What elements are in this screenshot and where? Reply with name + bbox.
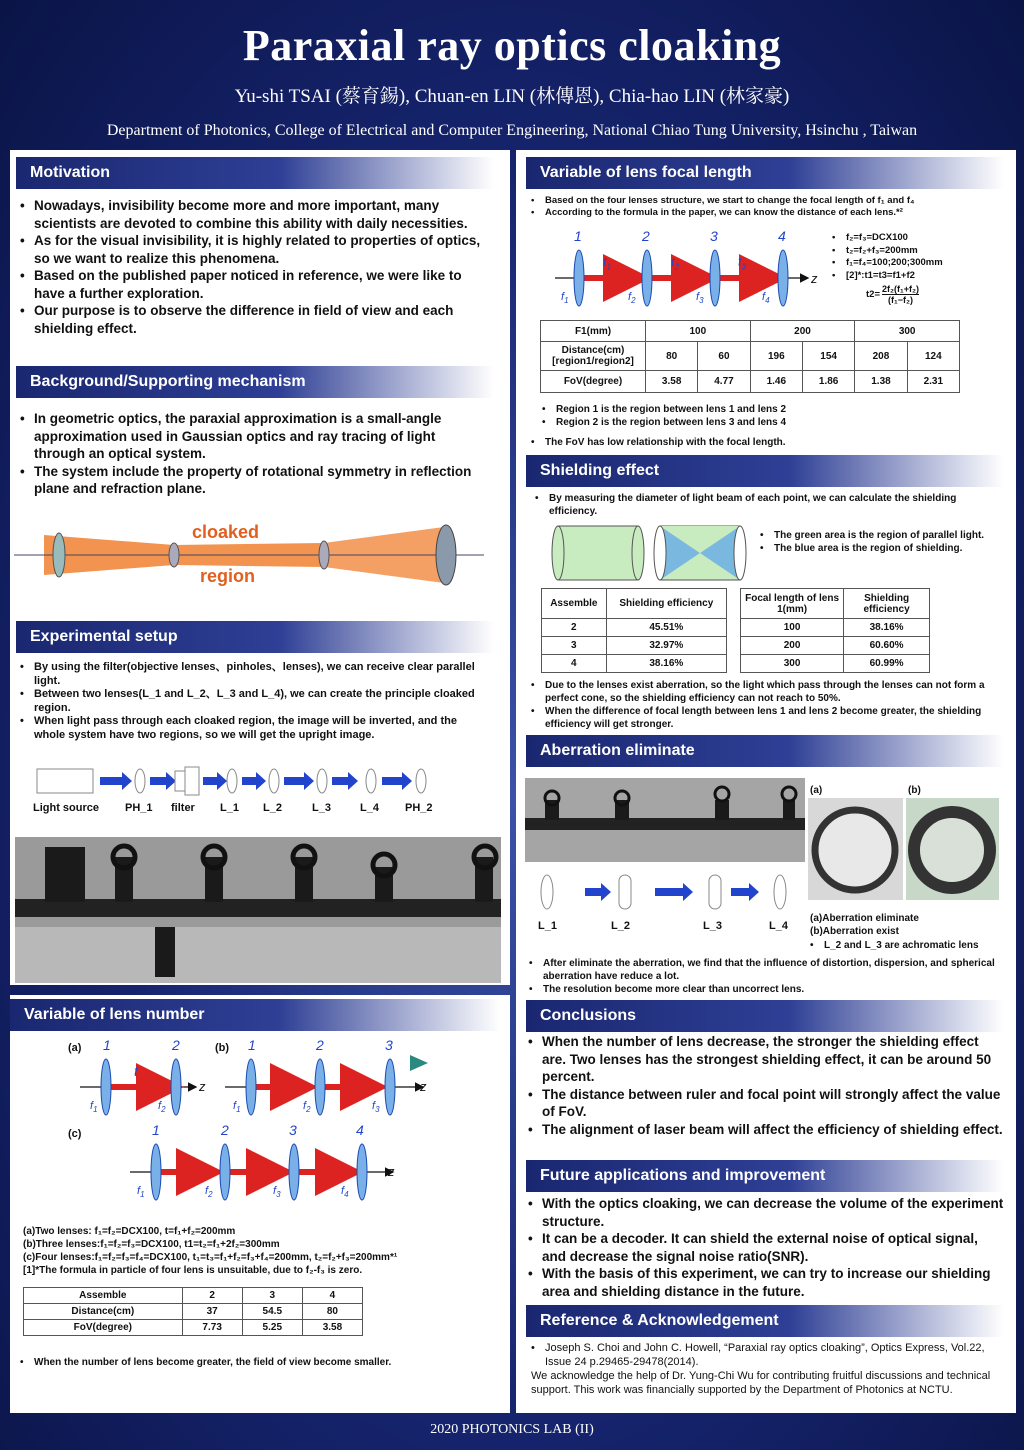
table-cell: 2 [182, 1288, 242, 1304]
lens-num: 3 [289, 1122, 297, 1138]
list-item: • The alignment of laser beam will affect the efficiency of shielding effect. [528, 1121, 1004, 1139]
f-label: $f_1$ [90, 1100, 98, 1115]
table-cell: 2.31 [907, 371, 959, 393]
reference-item: • Joseph S. Choi and John C. Howell, “Paraxial ray optics cloaking”, Optics Express, Vol.22, Issue 24 p.29465-29478(2014). [531, 1342, 1001, 1369]
focal-table [540, 320, 960, 393]
table-cell: 3 [242, 1288, 302, 1304]
table-cell: 1.46 [750, 371, 802, 393]
setup-label: L_2 [263, 802, 282, 814]
focal-list [531, 195, 1001, 219]
footer: 2020 PHOTONICS LAB (II) [430, 1422, 594, 1437]
table-cell: 54.5 [242, 1304, 302, 1320]
setup-label: PH_1 [125, 802, 153, 814]
focal-note [531, 436, 991, 449]
ref-heading: Reference & Acknowledgement [526, 1305, 1004, 1337]
focal-spec [832, 232, 1002, 282]
list-item: • Due to the lenses exist aberration, so the light which pass through the lenses can not form a perfect cone, so the shielding efficiency can not reach to 50%. [531, 679, 1001, 705]
label-b: (b) [908, 785, 921, 796]
table-cell: 3.58 [302, 1320, 362, 1336]
table-cell: 300 [741, 655, 844, 673]
formula-den: (f₁−f₂) [888, 295, 913, 305]
table-cell: Focal length of lens 1(mm) [741, 589, 844, 619]
poster-title: Paraxial ray optics cloaking [242, 21, 782, 70]
f-label: $f_1$ [137, 1185, 145, 1200]
table-cell: 60 [698, 342, 750, 371]
lens-num: 1 [152, 1122, 160, 1138]
z-label: z [811, 271, 818, 286]
table-cell: Assemble [24, 1288, 183, 1304]
label-c: (c) [68, 1128, 82, 1140]
table-cell: Distance(cm) [region1/region2] [541, 342, 646, 371]
table-cell: Shielding efficiency [844, 589, 930, 619]
list-item: • The resolution become more clear than uncorrect lens. [529, 983, 999, 996]
acknowledgement: We acknowledge the help of Dr. Yung-Chi Wu for contributing fruitful discussions and technical support. This work was financially supported by the Department of Photonics at NCTU. [531, 1370, 991, 1396]
conclusions-heading: Conclusions [526, 1000, 1004, 1032]
aberr-caption-a: (a)Aberration eliminate [810, 913, 919, 924]
aberr-notes [529, 957, 999, 996]
lens-label: L_4 [769, 920, 788, 932]
table-cell: 1.38 [855, 371, 907, 393]
table-cell: 45.51% [606, 619, 726, 637]
list-item: • L_2 and L_3 are achromatic lens [810, 939, 1010, 952]
table-cell: 4.77 [698, 371, 750, 393]
table-cell: Distance(cm) [24, 1304, 183, 1320]
focal-heading: Variable of lens focal length [526, 157, 1004, 189]
f-label: $f_4$ [762, 291, 770, 306]
table-cell: 80 [302, 1304, 362, 1320]
t-label: $t_3$ [738, 254, 747, 272]
shield-notes [531, 679, 1001, 731]
list-item: • The blue area is the region of shielding. [760, 542, 1010, 555]
t-label: $t_2$ [671, 254, 680, 272]
list-item: • The green area is the region of parallel light. [760, 529, 1010, 542]
list-item: • When light pass through each cloaked region, the image will be inverted, and the whole system have two regions, so we will get the upright image. [20, 715, 490, 742]
note-line: (a)Two lenses: f₁=f₂=DCX100, t=f₁+f₂=200mm [23, 1226, 236, 1237]
list-item: • The distance between ruler and focal point will strongly affect the value of FoV. [528, 1086, 1004, 1121]
table-cell: 5.25 [242, 1320, 302, 1336]
background-heading: Background/Supporting mechanism [16, 366, 494, 398]
lensnum-notes [23, 1225, 493, 1277]
list-item: • According to the formula in the paper, we can know the distance of each lens.*² [531, 207, 1001, 219]
table-cell: 32.97% [606, 637, 726, 655]
list-item: • Based on the published paper noticed in reference, we were like to have a further exploration. [20, 267, 490, 302]
aberr-image-b [906, 798, 999, 900]
table-cell: 38.16% [844, 619, 930, 637]
list-item: • When the number of lens become greater, the field of view become smaller. [20, 1356, 490, 1369]
table-cell: 80 [646, 342, 698, 371]
list-item: • By measuring the diameter of light beam of each point, we can calculate the shielding efficiency. [535, 492, 985, 518]
list-item: • With the optics cloaking, we can decrease the volume of the experiment structure. [528, 1195, 1004, 1230]
table-cell: 37 [182, 1304, 242, 1320]
lens-label: L_1 [538, 920, 557, 932]
aberr-image-a [808, 798, 903, 900]
table-cell: 3 [542, 637, 607, 655]
table-cell: 100 [741, 619, 844, 637]
table-cell: 60.99% [844, 655, 930, 673]
lensnum-table [23, 1287, 363, 1336]
list-item: • Between two lenses(L_1 and L_2、L_3 and L_4), we can create the principle cloaked region. [20, 688, 490, 715]
list-item: • After eliminate the aberration, we find that the influence of distortion, dispersion, and spherical aberration have reduce a lot. [529, 957, 999, 983]
list-item: • [2]*:t1=t3=f1+f2 [832, 270, 1002, 283]
table-cell: 3.58 [646, 371, 698, 393]
note-line: (c)Four lenses:f₁=f₂=f₃=f₄=DCX100, t₁=t₃=f₁+f₂=f₃+f₄=200mm, t₂=f₂+f₃=200mm*¹ [23, 1252, 398, 1263]
list-item: • The FoV has low relationship with the focal length. [531, 436, 991, 449]
setup-photo [15, 837, 501, 983]
lens-num: 2 [221, 1122, 229, 1138]
setup-list [20, 661, 490, 742]
lensnum-heading: Variable of lens number [10, 999, 500, 1031]
lens-num: 4 [356, 1122, 364, 1138]
list-item: • t₂=f₂+f₃=200mm [832, 245, 1002, 258]
region-label: region [200, 566, 256, 586]
setup-label: L_1 [220, 802, 239, 814]
f-label: $f_4$ [341, 1185, 349, 1200]
setup-diagram [30, 765, 470, 797]
formula [866, 284, 919, 305]
shield-diagram [550, 522, 750, 584]
shield-intro [535, 492, 985, 518]
list-item: • When the difference of focal length between lens 1 and lens 2 become greater, the shielding efficiency will get stronger. [531, 705, 1001, 731]
lens-num: 1 [248, 1037, 256, 1053]
setup-label: Light source [33, 802, 100, 814]
setup-label: L_4 [360, 802, 379, 814]
cloaked-label: cloaked [192, 522, 260, 542]
lensnum-conclusion [20, 1356, 490, 1369]
f-label: $f_1$ [233, 1100, 241, 1115]
table-cell: 1.86 [802, 371, 854, 393]
table-cell: 4 [302, 1288, 362, 1304]
ref-list [531, 1342, 1001, 1369]
setup-label: L_3 [312, 802, 331, 814]
shield-table-2 [740, 588, 930, 673]
table-cell: FoV(degree) [24, 1320, 183, 1336]
list-item: • By using the filter(objective lenses、pinholes、lenses), we can receive clear parallel light. [20, 661, 490, 688]
lens-num: 1 [103, 1037, 111, 1053]
t-label: t [134, 1063, 138, 1079]
list-item: • Region 2 is the region between lens 3 and lens 4 [542, 416, 992, 429]
table-cell: 4 [542, 655, 607, 673]
f-label: $f_3$ [696, 291, 704, 306]
aberr-caption-list [810, 939, 1010, 952]
note-line: (b)Three lenses:f₁=f₂=f₃=DCX100, t1=t₂=f₁+2f₂=300mm [23, 1239, 280, 1250]
shield-heading: Shielding effect [526, 455, 1004, 487]
setup-label: filter [171, 802, 195, 814]
table-cell: Shielding efficiency [606, 589, 726, 619]
table-cell: Assemble [542, 589, 607, 619]
table-cell: 200 [741, 637, 844, 655]
t-label: $t_1$ [603, 254, 612, 272]
list-item: • f₂=f₃=DCX100 [832, 232, 1002, 245]
setup-heading: Experimental setup [16, 621, 494, 653]
lens-num: 4 [778, 228, 786, 244]
table-cell: 100 [646, 321, 751, 342]
focal-diagram [545, 228, 830, 313]
authors: Yu-shi TSAI (蔡育錫), Chuan-en LIN (林傳恩), Chia-hao LIN (林家豪) [234, 86, 790, 107]
department: Department of Photonics, College of Electrical and Computer Engineering, National Chiao Tung University, Hsinchu , Taiwan [106, 122, 918, 139]
z-label: z [388, 1164, 395, 1179]
table-cell: 7.73 [182, 1320, 242, 1336]
lens-num: 2 [316, 1037, 324, 1053]
lens-num: 2 [642, 228, 650, 244]
table-cell: 200 [750, 321, 855, 342]
lens-num: 3 [710, 228, 718, 244]
list-item: • In geometric optics, the paraxial approximation is a small-angle approximation used in Gaussian optics and ray tracing of light through an optical system. [20, 410, 490, 463]
lens-number-diagram [60, 1035, 450, 1205]
table-cell: 60.60% [844, 637, 930, 655]
list-item: • When the number of lens decrease, the stronger the shielding effect are. Two lenses has the strongest shielding effect, it can be around 50 percent. [528, 1033, 1004, 1086]
motivation-heading: Motivation [16, 157, 494, 189]
lens-num: 2 [172, 1037, 180, 1053]
table-cell: 124 [907, 342, 959, 371]
list-item: • The system include the property of rotational symmetry in reflection plane and refraction plane. [20, 463, 490, 498]
f-label: $f_2$ [205, 1185, 213, 1200]
table-cell: 2 [542, 619, 607, 637]
formula-lhs: t2= [866, 289, 880, 300]
note-line: [1]*The formula in particle of four lens is unsuitable, due to f₂-f₃ is zero. [23, 1265, 363, 1276]
aberr-lens-diagram [535, 870, 795, 914]
lens-label: L_2 [611, 920, 630, 932]
table-cell: 208 [855, 342, 907, 371]
motivation-list [20, 197, 490, 337]
f-label: $f_2$ [303, 1100, 311, 1115]
label-a: (a) [68, 1042, 82, 1054]
poster-header [0, 0, 1024, 150]
aberr-caption-b: (b)Aberration exist [810, 926, 899, 937]
table-cell: 38.16% [606, 655, 726, 673]
aberr-photo [525, 778, 805, 862]
table-cell: 154 [802, 342, 854, 371]
future-heading: Future applications and improvement [526, 1160, 1004, 1192]
shield-table-1 [541, 588, 727, 673]
shield-legend [760, 529, 1010, 555]
f-label: $f_1$ [561, 291, 569, 306]
list-item: • f₁=f₄=100;200;300mm [832, 257, 1002, 270]
table-cell: 196 [750, 342, 802, 371]
aberr-heading: Aberration eliminate [526, 735, 1004, 767]
lens-num: 3 [385, 1037, 393, 1053]
f-label: $f_2$ [158, 1100, 166, 1115]
list-item: • It can be a decoder. It can shield the external noise of optical signal, and decrease the signal noise ratio(SNR). [528, 1230, 1004, 1265]
list-item: • As for the visual invisibility, it is highly related to properties of optics, so we want to realize this phenomena. [20, 232, 490, 267]
list-item: • Based on the four lenses structure, we start to change the focal length of f₁ and f₄ [531, 195, 1001, 207]
list-item: • Nowadays, invisibility become more and more important, many scientists are devoted to combine this ability with daily necessities. [20, 197, 490, 232]
formula-num: 2f₂(f₁+f₂) [882, 284, 919, 294]
label-b: (b) [215, 1042, 230, 1054]
lens-label: L_3 [703, 920, 722, 932]
background-list [20, 410, 490, 498]
list-item: • Region 1 is the region between lens 1 and lens 2 [542, 403, 992, 416]
z-label: z [420, 1079, 427, 1094]
table-cell: 300 [855, 321, 960, 342]
lens-num: 1 [574, 228, 582, 244]
table-cell: FoV(degree) [541, 371, 646, 393]
f-label: $f_3$ [372, 1100, 380, 1115]
table-cell: F1(mm) [541, 321, 646, 342]
z-label: z [199, 1079, 206, 1094]
label-a: (a) [810, 785, 823, 796]
setup-label: PH_2 [405, 802, 433, 814]
conclusions-list [528, 1033, 1004, 1138]
f-label: $f_2$ [628, 291, 636, 306]
region-list [542, 403, 992, 429]
future-list [528, 1195, 1004, 1300]
list-item: • With the basis of this experiment, we can try to increase our shielding area and shielding distance in the future. [528, 1265, 1004, 1300]
list-item: • Our purpose is to observe the difference in field of view and each shielding effect. [20, 302, 490, 337]
f-label: $f_3$ [273, 1185, 281, 1200]
